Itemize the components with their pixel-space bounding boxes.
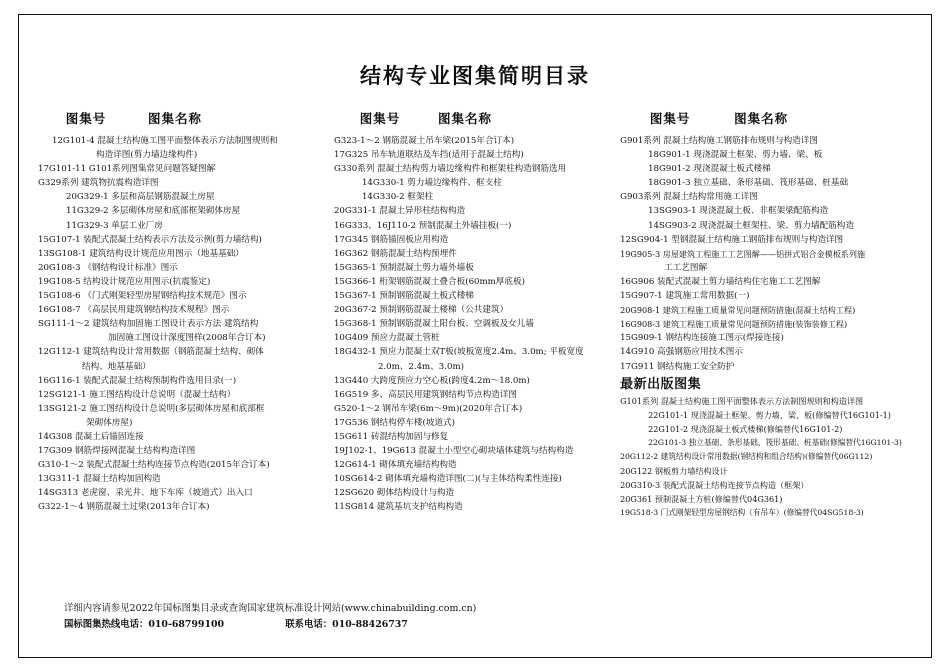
catalog-entry: 11G329-3 单层工业厂房 xyxy=(66,220,163,231)
catalog-entry: 17G345 钢筋锚固板应用构造 xyxy=(333,234,449,245)
catalog-columns xyxy=(26,109,924,520)
header-atlas-number: 图集号 xyxy=(65,111,107,126)
column-2-entries xyxy=(334,134,616,515)
catalog-entry: 13SG121-2 施工图结构设计总说明(多层砌体房屋和底部框 xyxy=(38,403,265,414)
catalog-entry: 22G101-1 现浇混凝土框架、剪力墙、梁、板(修编替代16G101-1) xyxy=(648,409,891,420)
column-2-header xyxy=(334,109,616,127)
catalog-entry: 20G310-3 装配式混凝土结构连接节点构造（框架） xyxy=(620,480,809,491)
catalog-entry: G330系列 混凝土结构剪力墙边缘构件和框架柱构造钢筋选用 xyxy=(333,164,567,175)
catalog-entry: 15G368-1 预制钢筋混凝土阳台板、空调板及女儿墙 xyxy=(333,319,534,330)
catalog-column-2 xyxy=(334,109,620,520)
catalog-entry: 19J102-1、19G613 混凝土小型空心砌块墙体建筑与结构构造 xyxy=(333,446,574,457)
catalog-entry: 17G536 钢结构停车楼(坡道式) xyxy=(333,417,455,428)
catalog-entry: 14G330-2 框架柱 xyxy=(361,192,434,203)
footer-note xyxy=(64,601,476,632)
catalog-entry: 12SG904-1 型钢混凝土结构施工钢筋排布规则与构造详图 xyxy=(620,234,844,245)
page-title: 结构专业图集简明目录 xyxy=(360,63,590,88)
catalog-entry: G520-1～2 钢吊车梁(6m～9m)(2020年合订本) xyxy=(333,403,523,414)
catalog-entry: 16G908-3 建筑工程施工质量常见问题预防措施(装饰装修工程) xyxy=(620,319,848,330)
catalog-entry: 17G309 钢筋焊接网混凝土结构构造详图 xyxy=(38,446,196,457)
header-atlas-name: 图集名称 xyxy=(437,111,492,126)
catalog-entry: 架砌体房屋) xyxy=(86,417,133,428)
catalog-entry: G329系列 建筑物抗震构造详图 xyxy=(38,178,159,189)
footer-phone: 联系电话：010-88426737 xyxy=(285,618,408,630)
catalog-entry: G323-1～2 钢筋混凝土吊车梁(2015年合订本) xyxy=(333,136,515,146)
catalog-entry: 12SG121-1 施工图结构设计总说明（混凝土结构） xyxy=(38,389,236,400)
catalog-entry: 15G108-6 《门式刚架轻型房屋钢结构技术规范》图示 xyxy=(38,291,247,302)
catalog-entry: G101系列 混凝土结构施工图平面整体表示方法制图规则和构造详图 xyxy=(620,395,864,406)
catalog-entry: 16G116-1 装配式混凝土结构预制构件选用目录(一) xyxy=(38,375,237,386)
catalog-entry: 12G112-1 建筑结构设计常用数据（钢筋混凝土结构、砌体 xyxy=(38,347,264,358)
catalog-entry: G903系列 混凝土结构常用施工详图 xyxy=(620,192,758,203)
catalog-entry: 构造详图(剪力墙边缘构件) xyxy=(96,150,198,161)
catalog-entry: 20G331-1 混凝土异形柱结构构造 xyxy=(333,206,466,217)
latest-publications-heading: 最新出版图集 xyxy=(620,376,702,392)
catalog-entry: 14SG903-2 现浇混凝土框架柱、梁、剪力墙配筋构造 xyxy=(648,220,854,231)
catalog-entry: 15G365-1 预制混凝土剪力墙外墙板 xyxy=(333,262,474,273)
catalog-entry: G901系列 混凝土结构施工钢筋排布规则与构造详图 xyxy=(620,136,818,146)
catalog-entry: 20G908-1 建筑工程施工质量常见问题预防措施(混凝土结构工程) xyxy=(620,305,856,316)
catalog-entry: 加固施工图设计深度图样(2008年合订本) xyxy=(108,333,266,344)
catalog-entry: 19G518-3 门式刚架轻型房屋钢结构（有吊车）(修编替代04SG518-3) xyxy=(620,508,864,518)
catalog-entry: 12SG620 砌体结构设计与构造 xyxy=(333,488,455,499)
catalog-entry: 15G909-1 钢结构连接施工图示(焊接连接) xyxy=(620,333,784,344)
catalog-entry: 14G308 混凝土后锚固连接 xyxy=(38,431,144,442)
catalog-entry: 13SG903-1 现浇混凝土板、非框架梁配筋构造 xyxy=(648,206,829,217)
catalog-entry: 10SG614-2 砌体填充墙构造详图(二)(与主体结构柔性连接) xyxy=(333,474,562,485)
catalog-entry: 20G367-2 预制钢筋混凝土楼梯（公共建筑） xyxy=(333,305,509,316)
catalog-entry: 20G112-2 建筑结构设计常用数据(钢结构和组合结构)(修编替代06G112) xyxy=(620,451,873,461)
catalog-entry: 20G329-1 多层和高层钢筋混凝土房屋 xyxy=(66,192,215,203)
catalog-entry: 16G519 多、高层民用建筑钢结构节点构造详图 xyxy=(333,389,517,400)
catalog-entry: 12G101-4 混凝土结构施工图平面整体表示方法制图规则和 xyxy=(52,136,278,146)
footer-reference-line: 详细内容请参见2022年国标图集目录或查询国家建筑标准设计网站(www.chinabuilding.com.cn) xyxy=(64,603,477,614)
catalog-entry: 14G330-1 剪力墙边缘构件、框支柱 xyxy=(361,178,502,189)
catalog-entry: 结构、地基基础） xyxy=(82,361,151,372)
catalog-entry: 13G440 大跨度预应力空心板(跨度4.2m～18.0m) xyxy=(333,375,530,386)
header-atlas-number: 图集号 xyxy=(649,111,691,126)
catalog-entry: 22G101-3 独立基础、条形基础、筏形基础、桩基础(修编替代16G101-3) xyxy=(648,437,902,447)
column-1-entries xyxy=(38,134,330,515)
catalog-entry: 18G432-1 预应力混凝土双T板(坡板宽度2.4m、3.0m; 平板宽度 xyxy=(333,347,584,358)
catalog-column-1 xyxy=(38,109,334,520)
catalog-entry: 19G108-5 结构设计规范应用图示(抗震鉴定) xyxy=(38,276,211,287)
column-1-header xyxy=(38,109,330,127)
catalog-entry: SG111-1～2 建筑结构加固施工图设计表示方法 建筑结构 xyxy=(38,319,259,330)
page-content xyxy=(26,22,924,650)
header-atlas-number: 图集号 xyxy=(359,111,401,126)
catalog-entry: 17G101-11 G101系列图集常见问题答疑图解 xyxy=(38,164,216,175)
footer-contact-line xyxy=(64,617,476,633)
catalog-entry: 16G906 装配式混凝土剪力墙结构住宅施工工艺图解 xyxy=(620,276,821,287)
catalog-entry: 16G362 钢筋混凝土结构预埋件 xyxy=(333,248,457,259)
header-atlas-name: 图集名称 xyxy=(734,111,789,126)
catalog-column-3 xyxy=(620,109,916,520)
catalog-entry: 11SG814 建筑基坑支护结构构造 xyxy=(333,502,463,513)
header-atlas-name: 图集名称 xyxy=(148,111,203,126)
catalog-entry: 16G108-7 《高层民用建筑钢结构技术规程》图示 xyxy=(38,305,230,316)
catalog-entry: 19G905-3 房屋建筑工程施工工艺图解——铝拼式铝合金模板系列施 xyxy=(620,248,866,259)
catalog-entry: 14G910 高强钢筋应用技术图示 xyxy=(620,347,743,358)
catalog-entry: 15G611 砖混结构加固与修复 xyxy=(333,431,449,442)
column-3-header xyxy=(620,109,916,127)
catalog-entry: 20G108-3 《钢结构设计标准》图示 xyxy=(38,262,178,273)
catalog-entry: 10G409 预应力混凝土管桩 xyxy=(333,333,440,344)
catalog-entry: 15G367-1 预制钢筋混凝土板式楼梯 xyxy=(333,291,474,302)
catalog-entry: 18G901-1 现浇混凝土框架、剪力墙、梁、板 xyxy=(648,150,823,161)
catalog-entry: 15G907-1 建筑施工常用数据(一) xyxy=(620,291,750,302)
footer-hotline: 国标图集热线电话：010-68799100 xyxy=(64,618,225,630)
catalog-entry: 13G311-1 混凝土结构加固构造 xyxy=(38,474,161,485)
catalog-entry: 18G901-2 现浇混凝土板式楼梯 xyxy=(648,164,771,175)
catalog-entry: 14SG313 老虎窗、采光井、地下车库（坡道式）出入口 xyxy=(38,488,253,499)
catalog-entry: 15G366-1 桁架钢筋混凝土叠合板(60mm厚底板) xyxy=(333,276,525,287)
column-3-entries xyxy=(620,134,916,374)
catalog-entry: 工工艺图解 xyxy=(664,262,708,273)
catalog-entry: 20G122 钢板剪力墙结构设计 xyxy=(620,466,728,477)
catalog-entry: 11G329-2 多层砌体房屋和底部框架砌体房屋 xyxy=(66,206,241,217)
catalog-entry: 18G901-3 独立基础、条形基础、筏形基础、桩基础 xyxy=(648,178,849,189)
catalog-entry: 15G107-1 装配式混凝土结构表示方法及示例(剪力墙结构) xyxy=(38,234,262,245)
catalog-entry: 2.0m、2.4m、3.0m) xyxy=(377,361,464,372)
catalog-entry: 20G361 预制混凝土方桩(修编替代04G361) xyxy=(620,494,783,505)
catalog-entry: 16G333、16J110-2 预制混凝土外墙挂板(一) xyxy=(333,220,512,231)
latest-publications-entries xyxy=(620,394,916,521)
catalog-entry: 12G614-1 砌体填充墙结构构造 xyxy=(333,460,457,471)
catalog-entry: G322-1～4 钢筋混凝土过梁(2013年合订本) xyxy=(38,502,210,513)
catalog-entry: 17G325 吊车轨道联结及车挡(适用于混凝土结构) xyxy=(333,150,524,161)
catalog-entry: G310-1～2 装配式混凝土结构连接节点构造(2015年合订本) xyxy=(38,460,270,471)
catalog-entry: 22G101-2 现浇混凝土板式楼梯(修编替代16G101-2) xyxy=(648,423,843,434)
catalog-entry: 17G911 钢结构施工安全防护 xyxy=(620,361,735,372)
catalog-entry: 13SG108-1 建筑结构设计规范应用图示（地基基础） xyxy=(38,248,244,259)
